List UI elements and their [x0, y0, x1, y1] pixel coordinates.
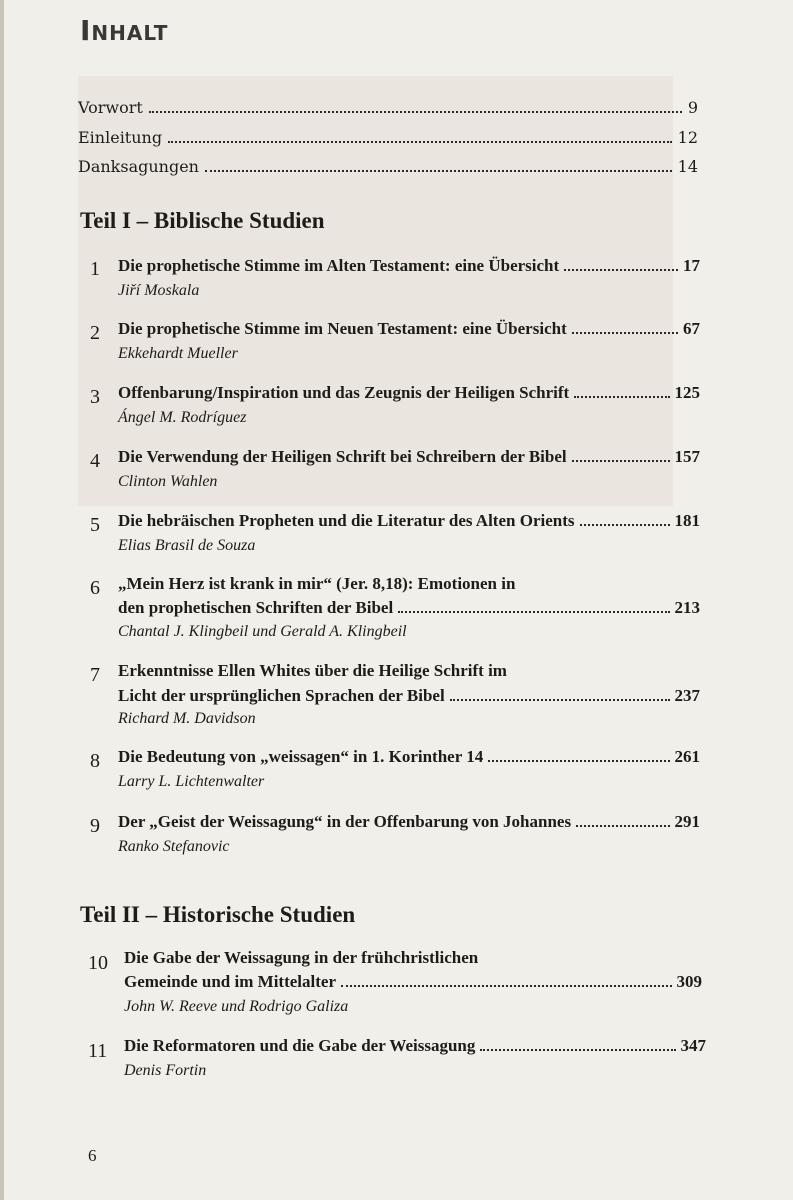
chapter-title-row [118, 383, 700, 403]
toc-entry-page: 9 [687, 98, 698, 117]
chapter-author: John W. Reeve und Rodrigo Galiza [124, 998, 349, 1015]
chapter-title-row [118, 447, 700, 467]
toc-entry-title: Danksagungen [78, 157, 199, 176]
chapter-author: Ángel M. Rodríguez [118, 409, 247, 426]
chapter-title-row [124, 1036, 706, 1056]
part-heading-2: Teil II – Historische Studien [80, 902, 356, 927]
chapter-page: 17 [683, 256, 700, 275]
chapter-number: 4 [90, 450, 100, 472]
chapter-number: 2 [90, 322, 100, 344]
chapter-author: Larry L. Lichtenwalter [118, 773, 265, 790]
dot-leader [149, 110, 682, 113]
chapter-author: Denis Fortin [124, 1062, 207, 1079]
chapter-page: 309 [676, 972, 702, 991]
chapter-page: 125 [674, 383, 700, 402]
dot-leader [341, 984, 672, 987]
chapter-author: Elias Brasil de Souza [118, 537, 256, 554]
chapter-title: Die Reformatoren und die Gabe der Weissagung [124, 1036, 476, 1055]
chapter-number: 9 [90, 815, 100, 837]
dot-leader [564, 268, 678, 271]
chapter-title: Die prophetische Stimme im Neuen Testament: eine Übersicht [118, 319, 567, 338]
toc-entry-vorwort [78, 98, 698, 117]
chapter-title-row [118, 574, 700, 594]
chapter-page: 157 [674, 447, 700, 466]
dot-leader [576, 824, 669, 827]
chapter-title-row [118, 598, 700, 618]
chapter-number: 7 [90, 664, 100, 686]
chapter-page: 347 [680, 1036, 706, 1055]
chapter-title: Die Gabe der Weissagung in der frühchristlichen [124, 948, 479, 967]
page-number: 6 [88, 1146, 97, 1165]
chapter-number: 3 [90, 386, 100, 408]
chapter-title: Die Bedeutung von „weissagen“ in 1. Korinther 14 [118, 747, 484, 766]
chapter-title: Die hebräischen Propheten und die Literatur des Alten Orients [118, 511, 575, 530]
chapter-number: 1 [90, 258, 100, 280]
chapter-author: Clinton Wahlen [118, 473, 218, 490]
chapter-page: 261 [674, 747, 700, 766]
chapter-number: 6 [90, 577, 100, 599]
chapter-page: 67 [683, 319, 700, 338]
chapter-page: 213 [674, 598, 700, 617]
chapter-number: 8 [90, 750, 100, 772]
dot-leader [480, 1048, 675, 1051]
chapter-author: Chantal J. Klingbeil und Gerald A. Klingbeil [118, 623, 407, 640]
chapter-page: 237 [674, 686, 700, 705]
chapter-author: Jiří Moskala [118, 282, 200, 299]
chapter-title: Die prophetische Stimme im Alten Testament: eine Übersicht [118, 256, 560, 275]
chapter-author: Ranko Stefanovic [118, 838, 230, 855]
chapter-title: Offenbarung/Inspiration und das Zeugnis der Heiligen Schrift [118, 383, 570, 402]
dot-leader [450, 698, 670, 701]
toc-entry-title: Vorwort [78, 98, 143, 117]
dot-leader [398, 610, 669, 613]
chapter-page: 181 [674, 511, 700, 530]
dot-leader [580, 523, 670, 526]
chapter-title: Die Verwendung der Heiligen Schrift bei Schreibern der Bibel [118, 447, 567, 466]
dot-leader [488, 759, 669, 762]
dot-leader [168, 140, 672, 143]
chapter-title: „Mein Herz ist krank in mir“ (Jer. 8,18): Emotionen in [118, 574, 516, 593]
chapter-title-row [124, 972, 702, 992]
chapter-title-row [118, 686, 700, 706]
chapter-title-cont: den prophetischen Schriften der Bibel [118, 598, 394, 617]
chapter-title: Der „Geist der Weissagung“ in der Offenbarung von Johannes [118, 812, 572, 831]
chapter-title-row [118, 256, 700, 276]
chapter-page: 291 [674, 812, 700, 831]
dot-leader [205, 169, 672, 172]
toc-entry-danksagungen [78, 157, 698, 176]
chapter-author: Richard M. Davidson [118, 710, 256, 727]
chapter-number: 11 [88, 1040, 108, 1062]
chapter-author: Ekkehardt Mueller [118, 345, 238, 362]
toc-entry-title: Einleitung [78, 128, 163, 147]
chapter-title-row [118, 661, 700, 681]
chapter-title: Erkenntnisse Ellen Whites über die Heilige Schrift im [118, 661, 507, 680]
chapter-title-row [118, 812, 700, 832]
dot-leader [574, 395, 669, 398]
page-heading: Inhalt [80, 14, 169, 47]
chapter-title-row [118, 747, 700, 767]
toc-entry-page: 12 [677, 128, 698, 147]
toc-entry-page: 14 [677, 157, 698, 176]
dot-leader [572, 331, 678, 334]
chapter-title-row [118, 511, 700, 531]
page-edge [0, 0, 4, 1200]
chapter-title-row [124, 948, 702, 968]
dot-leader [572, 459, 670, 462]
chapter-title-cont: Gemeinde und im Mittelalter [124, 972, 336, 991]
chapter-title-cont: Licht der ursprünglichen Sprachen der Bibel [118, 686, 445, 705]
chapter-number: 5 [90, 514, 100, 536]
part-heading-1: Teil I – Biblische Studien [80, 208, 325, 233]
chapter-number: 10 [88, 952, 108, 974]
chapter-title-row [118, 319, 700, 339]
toc-entry-einleitung [78, 128, 698, 147]
